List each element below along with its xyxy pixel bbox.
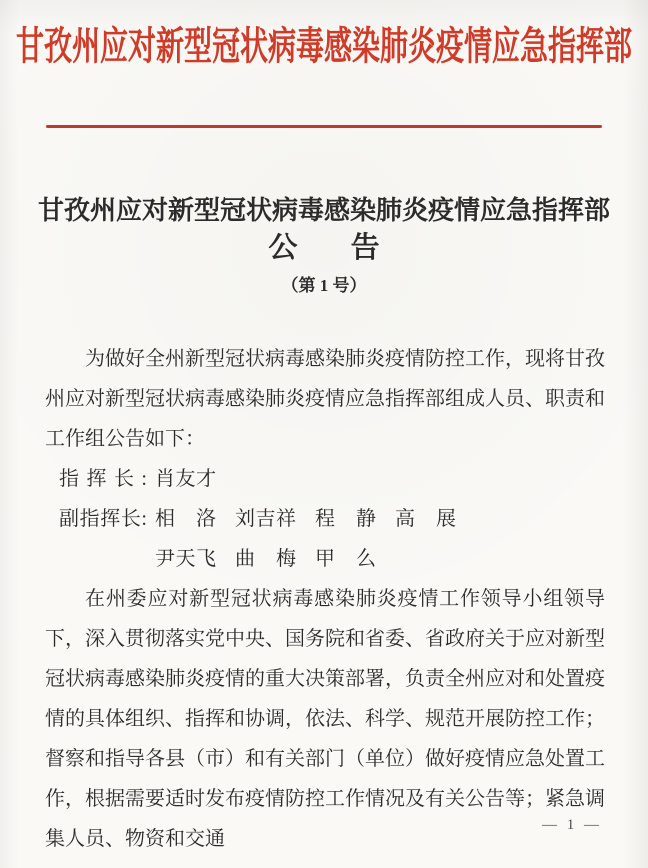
- letterhead: [0, 16, 648, 128]
- document-title-type: 公 告: [268, 232, 380, 264]
- role-label-deputy-commander: 副指挥长:: [59, 508, 147, 530]
- deputy-commander-name: 刘吉祥: [235, 508, 296, 530]
- role-label-empty: [59, 539, 147, 579]
- deputy-commander-name: 高展: [395, 508, 456, 530]
- commander-name: 肖友才: [155, 468, 216, 490]
- role-row-deputy-commanders-continued: [59, 539, 605, 579]
- role-gap: [147, 499, 155, 539]
- deputy-commander-name: 程静: [315, 508, 376, 530]
- page-number: — 1 —: [542, 817, 602, 833]
- deputy-commander-name: 相洛: [155, 508, 216, 530]
- document-body: [45, 339, 605, 859]
- role-label-commander: 指挥长:: [59, 468, 147, 490]
- role-row-commander: [59, 459, 605, 499]
- body-paragraph-duties: 在州委应对新型冠状病毒感染肺炎疫情工作领导小组领导下，深入贯彻落实党中央、国务院和省委、省政府关于应对新型冠状病毒感染肺炎疫情的重大决策部署，负责全州应对和处置疫情的具体组织、指挥和协调，依法、科学、规范开展防控工作；督察和指导各县（市）和有关部门（单位）做好疫情应急处置工作，根据需要适时发布疫情防控工作情况及有关公告等；紧急调集人员、物资和交通: [45, 588, 605, 850]
- document-title-org: 甘孜州应对新型冠状病毒感染肺炎疫情应急指挥部: [37, 196, 610, 225]
- letterhead-org-name: 甘孜州应对新型冠状病毒感染肺炎疫情应急指挥部: [15, 25, 632, 70]
- deputy-commander-name: 曲梅: [235, 548, 296, 570]
- body-paragraph-intro: 为做好全州新型冠状病毒感染肺炎疫情防控工作，现将甘孜州应对新型冠状病毒感染肺炎疫情应急指挥部组成人员、职责和工作组公告如下：: [45, 348, 605, 450]
- deputy-commander-name: 尹天飞: [155, 548, 216, 570]
- document-title-block: [0, 196, 648, 296]
- role-row-deputy-commanders: [59, 499, 605, 539]
- role-gap: [147, 539, 155, 579]
- command-roster: [45, 459, 605, 579]
- role-gap: [147, 459, 155, 499]
- letterhead-rule: [46, 125, 602, 128]
- document-issue-number: （第 1 号）: [281, 276, 367, 295]
- deputy-commander-name: 甲么: [315, 548, 376, 570]
